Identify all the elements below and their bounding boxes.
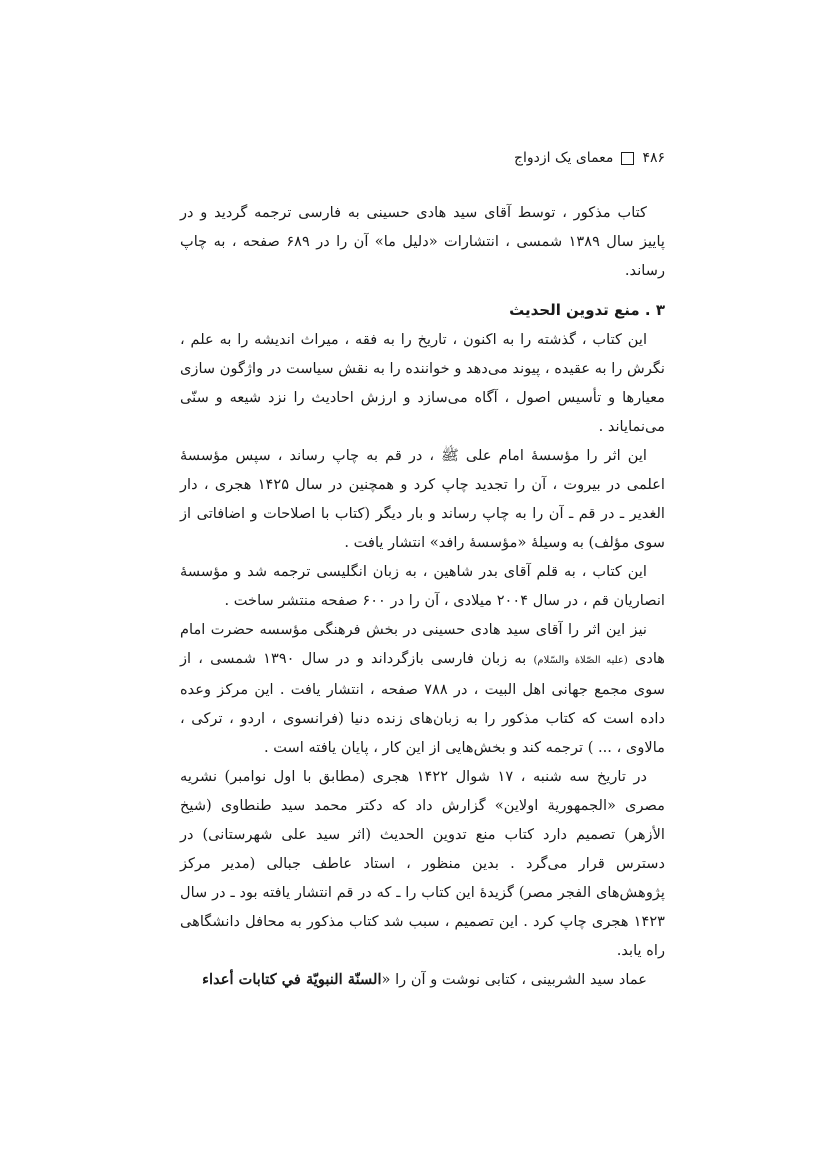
- paragraph-7-part-a: عماد سید الشربینی ، کتابی نوشت و آن را «: [381, 971, 647, 988]
- paragraph-2: این کتاب ، گذشته را به اکنون ، تاریخ را به فقه ، میراث اندیشه را به علم ، نگرش را به عقیده ، پیوند می‌دهد و خواننده را به نقش سیاست در واژگون سازی معیارها و تأسیس اصول ، آگاه می‌سازد و ارزش احادیث را نزد شیعه و سنّی می‌نمایاند .: [180, 331, 665, 435]
- paragraph-5: [180, 615, 665, 762]
- section-heading: ۳ . منع تدوین الحدیث: [509, 301, 665, 319]
- paragraph-1: کتاب مذکور ، توسط آقای سید هادی حسینی به فارسی ترجمه گردید و در پاییز سال ۱۳۸۹ شمسی ، انتشارات «دلیل ما» آن را در ۶۸۹ صفحه ، به چاپ رساند.: [180, 204, 665, 279]
- paragraph-5-part-b: به زبان فارسی بازگرداند و در سال ۱۳۹۰ شمسی ، از سوی مجمع جهانی اهل البیت ، در ۷۸۸ صفحه ، انتشار یافت . این مرکز وعده داده است که کتاب مذکور را به زبان‌های زنده دنیا (فرانسوی ، اردو ، ترکی ، مالاوی ، ... ) ترجمه کند و بخش‌هایی از این کار ، پایان یافته است .: [180, 650, 666, 756]
- square-ornament-icon: [621, 152, 634, 165]
- page-number: ۴۸۶: [642, 150, 665, 166]
- running-header: [180, 150, 665, 166]
- page-body: [180, 198, 665, 994]
- paragraph-7: [180, 965, 665, 994]
- running-title: معمای یک ازدواج: [513, 150, 614, 166]
- paragraph-5-part-a: نیز این اثر را آقای سید هادی حسینی در بخش فرهنگی مؤسسه حضرت امام هادی: [180, 621, 666, 667]
- paragraph-4: این کتاب ، به قلم آقای بدر شاهین ، به زبان انگلیسی ترجمه شد و مؤسسهٔ انصاریان قم ، در سال ۲۰۰۴ میلادی ، آن را در ۶۰۰ صفحه منتشر ساخت .: [180, 563, 665, 609]
- honorific-note: (علیه الصّلاة والسّلام): [533, 655, 628, 666]
- book-title-bold: السنّة النبویّة في کتابات أعداء: [202, 971, 382, 988]
- paragraph-6: در تاریخ سه شنبه ، ۱۷ شوال ۱۴۲۲ هجری (مطابق با اول نوامبر) نشریه مصری «الجمهوریة اولاین» گزارش داد که دکتر محمد سید طنطاوی (شیخ الأزهر) تصمیم دارد کتاب منع تدوین الحدیث (اثر سید علی شهرستانی) در دسترس قرار می‌گرد . بدین منظور ، استاد عاطف جبالی (مدیر مرکز پژوهش‌های الفجر مصر) گزیدهٔ این کتاب را ـ که در قم انتشار یافته بود ـ در سال ۱۴۲۳ هجری چاپ کرد . این تصمیم ، سبب شد کتاب مذکور به محافل دانشگاهی راه یابد.: [180, 768, 665, 959]
- paragraph-3: این اثر را مؤسسهٔ امام علی ﷺ ، در قم به چاپ رساند ، سپس مؤسسهٔ اعلمی در بیروت ، آن را تجدید چاپ کرد و همچنین در سال ۱۴۲۵ هجری ، دار الغدیر ـ در قم ـ آن را به چاپ رساند و بار دیگر (کتاب با اصلاحات و اضافاتی از سوی مؤلف) به وسیلهٔ «مؤسسهٔ رافد» انتشار یافت .: [180, 447, 665, 551]
